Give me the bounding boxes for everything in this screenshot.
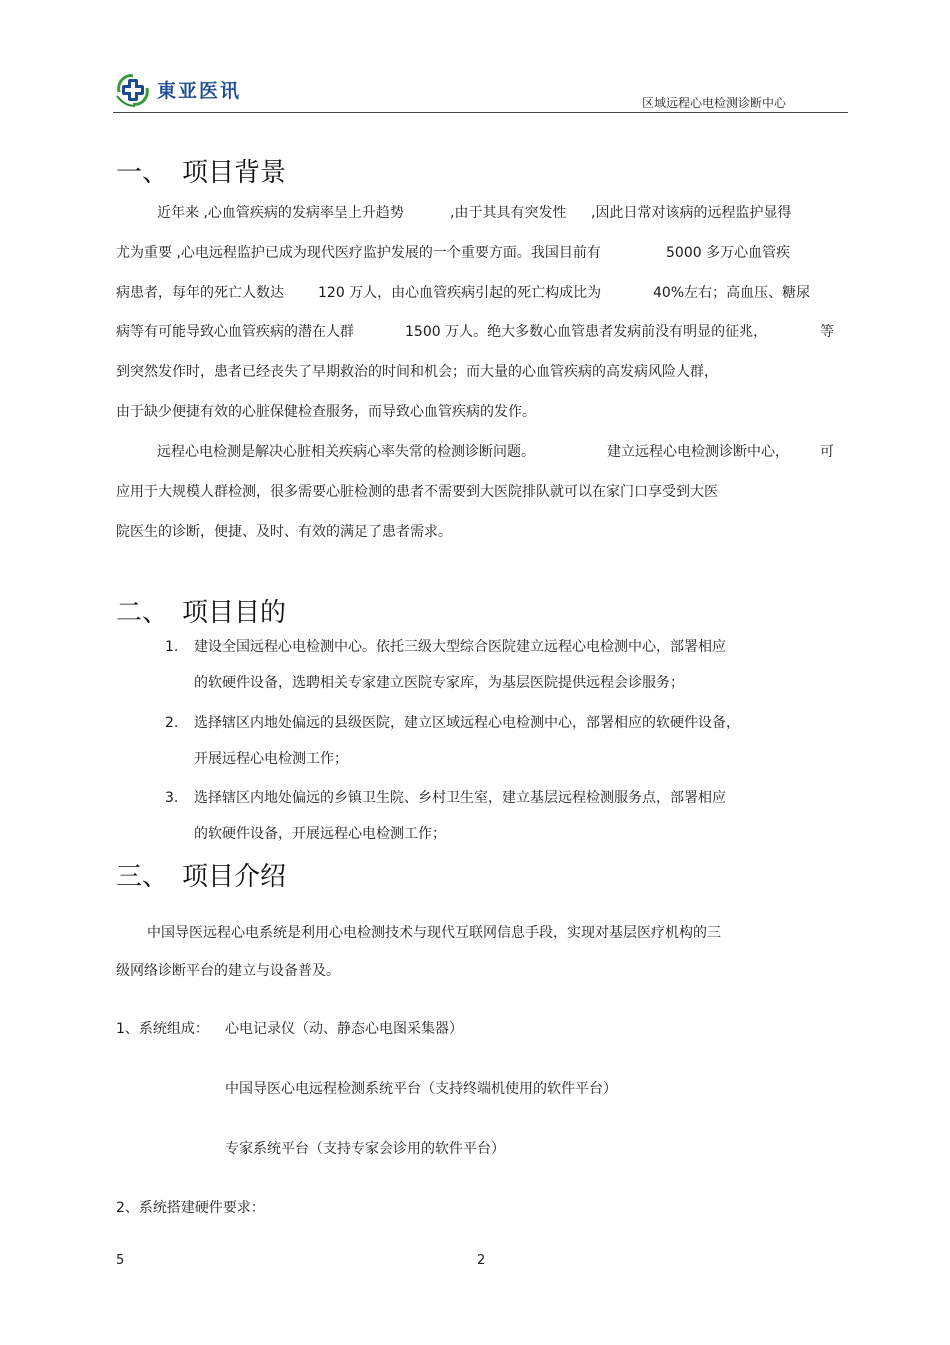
text-segment: ,因此日常对该病的远程监护显得 bbox=[591, 205, 792, 221]
paragraph-line bbox=[318, 283, 601, 303]
text-segment: 远程心电检测是解决心脏相关疾病心率失常的检测诊断问题。 bbox=[157, 444, 535, 460]
component-item: 心电记录仪（动、静态心电图采集器） bbox=[225, 1021, 463, 1037]
list-item-text: 建设全国远程心电检测中心。依托三级大型综合医院建立远程心电检测中心，部署相应 bbox=[194, 639, 726, 655]
text-segment: 1500 万人。绝大多数心血管患者发病前没有明显的征兆， bbox=[405, 324, 768, 340]
list-item-number: 1. bbox=[165, 639, 179, 655]
component-item: 中国导医心电远程检测系统平台（支持终端机使用的软件平台） bbox=[225, 1081, 617, 1097]
paragraph-line bbox=[450, 203, 566, 223]
text-segment: 到突然发作时，患者已经丧失了早期救治的时间和机会；而大量的心血管疾病的高发病风险人群， bbox=[116, 364, 718, 380]
paragraph-line bbox=[653, 283, 810, 303]
list-item-text: 的软硬件设备，选聘相关专家建立医院专家库，为基层医院提供远程会诊服务； bbox=[194, 675, 684, 691]
paragraph-line bbox=[157, 203, 404, 223]
header-divider bbox=[113, 112, 848, 113]
intro-text: 中国导医远程心电系统是利用心电检测技术与现代互联网信息手段，实现对基层医疗机构的三 bbox=[147, 925, 721, 941]
text-segment: 尤为重要 ,心电远程监护已成为现代医疗监护发展的一个重要方面。我国目前有 bbox=[116, 245, 601, 261]
medical-cross-logo-icon bbox=[113, 70, 153, 110]
list-item-number: 3. bbox=[165, 790, 179, 806]
text-segment: 120 万人，由心血管疾病引起的死亡构成比为 bbox=[318, 285, 602, 301]
header-title: 区域远程心电检测诊断中心 bbox=[641, 96, 786, 110]
company-logo bbox=[113, 70, 243, 110]
text-segment: 应用于大规模人群检测，很多需要心脏检测的患者不需要到大医院排队就可以在家门口享受到大医 bbox=[116, 484, 718, 500]
text-segment: 建立远程心电检测诊断中心， bbox=[607, 444, 789, 460]
page-number: 2 bbox=[477, 1253, 486, 1268]
paragraph-line bbox=[116, 362, 718, 382]
paragraph-line bbox=[820, 322, 834, 342]
list-item-text: 选择辖区内地处偏远的县级医院，建立区域远程心电检测中心，部署相应的软硬件设备， bbox=[194, 715, 740, 731]
paragraph-line bbox=[666, 243, 790, 263]
component-label: 1、系统组成： bbox=[116, 1021, 209, 1037]
text-segment: 由于缺少便捷有效的心脏保健检查服务，而导致心血管疾病的发作。 bbox=[116, 404, 536, 420]
section-title: 项目介绍 bbox=[182, 862, 287, 892]
paragraph-line bbox=[591, 203, 791, 223]
section-heading-background bbox=[116, 152, 286, 189]
list-item-text: 开展远程心电检测工作； bbox=[194, 751, 348, 767]
text-segment: 院医生的诊断，便捷、及时、有效的满足了患者需求。 bbox=[116, 524, 452, 540]
paragraph-line bbox=[405, 322, 767, 342]
paragraph-line bbox=[116, 283, 284, 303]
list-item-text: 的软硬件设备，开展远程心电检测工作； bbox=[194, 826, 446, 842]
paragraph-line bbox=[116, 322, 354, 342]
footer-left-number: 5 bbox=[116, 1253, 125, 1268]
text-segment: 病等有可能导致心血管疾病的潜在人群 bbox=[116, 324, 354, 340]
text-segment: 等 bbox=[820, 324, 834, 340]
component-item: 专家系统平台（支持专家会诊用的软件平台） bbox=[225, 1141, 505, 1157]
text-segment: 5000 多万心血管疾 bbox=[666, 245, 791, 261]
paragraph-line bbox=[116, 402, 536, 422]
section-number: 三、 bbox=[116, 862, 169, 892]
section-title: 项目背景 bbox=[182, 158, 287, 188]
paragraph-line bbox=[116, 243, 601, 263]
paragraph-line bbox=[607, 442, 789, 462]
text-segment: ,由于其具有突发性 bbox=[450, 205, 567, 221]
section-number: 一、 bbox=[116, 158, 169, 188]
text-segment: 40%左右；高血压、糖尿 bbox=[653, 285, 811, 301]
section-heading-purpose bbox=[116, 592, 286, 629]
list-item-text: 选择辖区内地处偏远的乡镇卫生院、乡村卫生室，建立基层远程检测服务点，部署相应 bbox=[194, 790, 726, 806]
paragraph-line bbox=[157, 442, 535, 462]
text-segment: 病患者，每年的死亡人数达 bbox=[116, 285, 284, 301]
list-item-number: 2. bbox=[165, 715, 179, 731]
text-segment: 近年来 ,心血管疾病的发病率呈上升趋势 bbox=[157, 205, 404, 221]
logo-text: 東亚医讯 bbox=[157, 80, 242, 102]
paragraph-line bbox=[116, 482, 718, 502]
section-number: 二、 bbox=[116, 598, 169, 628]
hardware-requirements-label: 2、系统搭建硬件要求： bbox=[116, 1200, 265, 1216]
paragraph-line bbox=[116, 522, 452, 542]
intro-text: 级网络诊断平台的建立与设备普及。 bbox=[116, 963, 340, 979]
section-heading-introduction bbox=[116, 856, 286, 893]
section-title: 项目目的 bbox=[182, 598, 287, 628]
text-segment: 可 bbox=[820, 444, 834, 460]
paragraph-line bbox=[820, 442, 834, 462]
